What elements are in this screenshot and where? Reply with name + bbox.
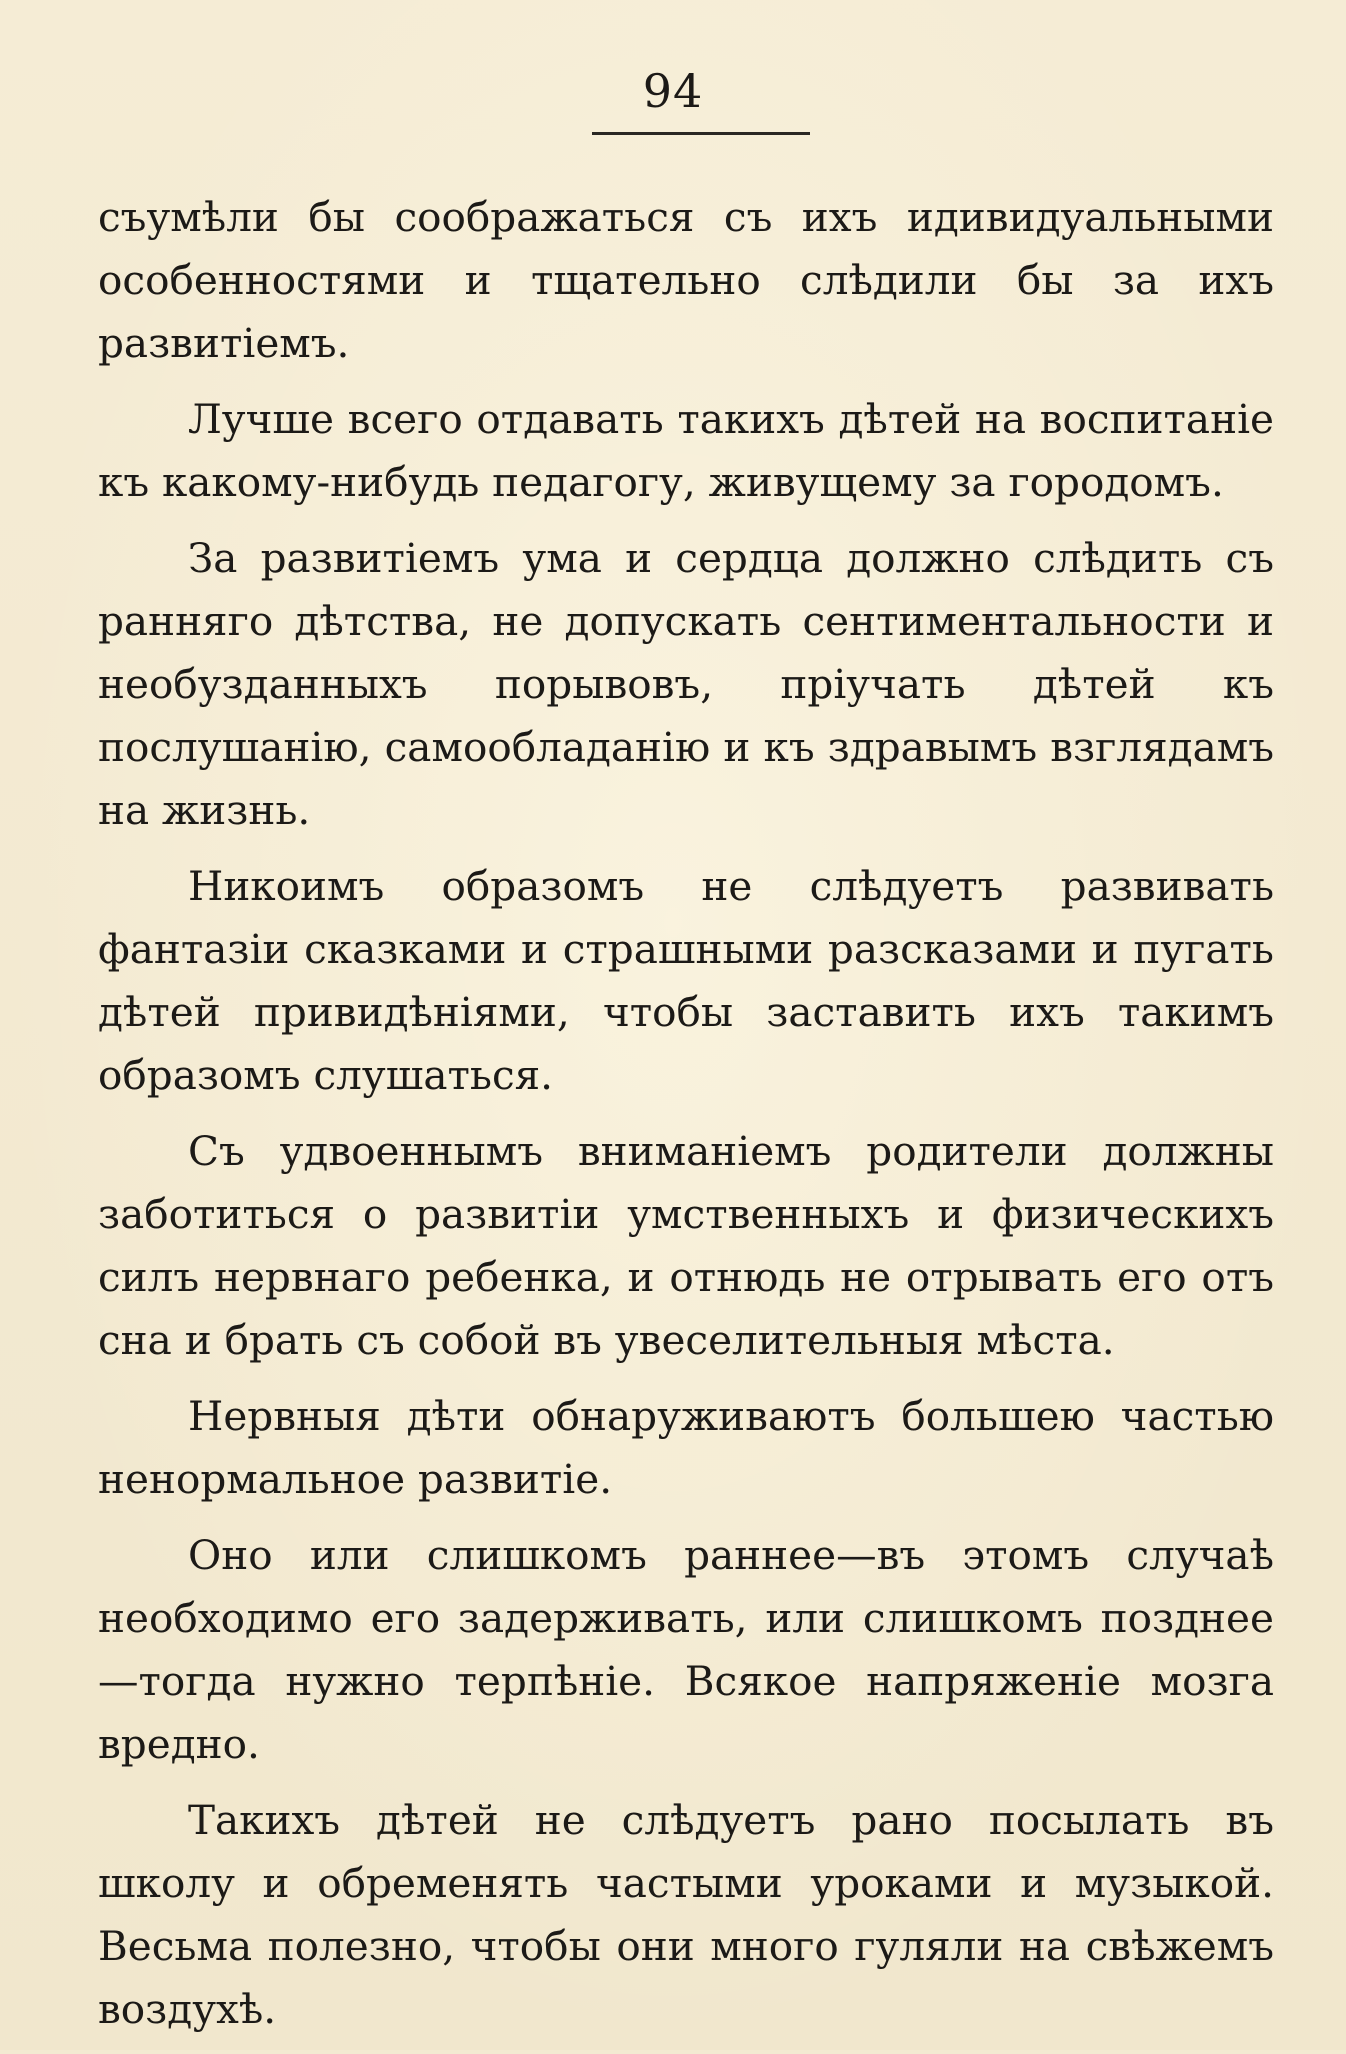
paragraph: Съ удвоеннымъ вниманіемъ родители должны заботиться о развитіи умственныхъ и физическихъ силъ нервнаго ребенка, и отнюдь не отрывать его отъ сна и брать съ собой въ увеселительныя мѣста. (98, 1127, 1274, 1364)
paragraph: Оно или слишкомъ раннее—въ этомъ случаѣ необходимо его задерживать, или слишкомъ позднее—тогда нужно терпѣніе. Всякое напряженіе мозга вредно. (98, 1531, 1274, 1768)
paragraph: Лучше всего отдавать такихъ дѣтей на воспитаніе къ какому-нибудь педагогу, живущему за городомъ. (98, 395, 1274, 506)
paragraph: Никоимъ образомъ не слѣдуетъ развивать фантазіи сказками и страшными разсказами и пугать дѣтей привидѣніями, чтобы заставить ихъ такимъ образомъ слушаться. (98, 862, 1274, 1099)
page-number: 94 (642, 64, 704, 118)
paragraph: Нервныя дѣти обнаруживаютъ большею частью ненормальное развитіе. (98, 1392, 1274, 1503)
header-rule (592, 132, 810, 135)
body-text (98, 186, 1274, 2054)
paragraph-continuation: съумѣли бы соображаться съ ихъ идивидуальными особенностями и тщательно слѣдили бы за ихъ развитіемъ. (98, 193, 1274, 367)
paragraph: Такихъ дѣтей не слѣдуетъ рано посылать въ школу и обременять частыми уроками и музыкой. Весьма полезно, чтобы они много гуляли на свѣжемъ воздухѣ. (98, 1796, 1274, 2033)
paragraph: За развитіемъ ума и сердца должно слѣдить съ ранняго дѣтства, не допускать сентиментальности и необузданныхъ порывовъ, пріучать дѣтей къ послушанію, самообладанію и къ здравымъ взглядамъ на жизнь. (98, 534, 1274, 834)
